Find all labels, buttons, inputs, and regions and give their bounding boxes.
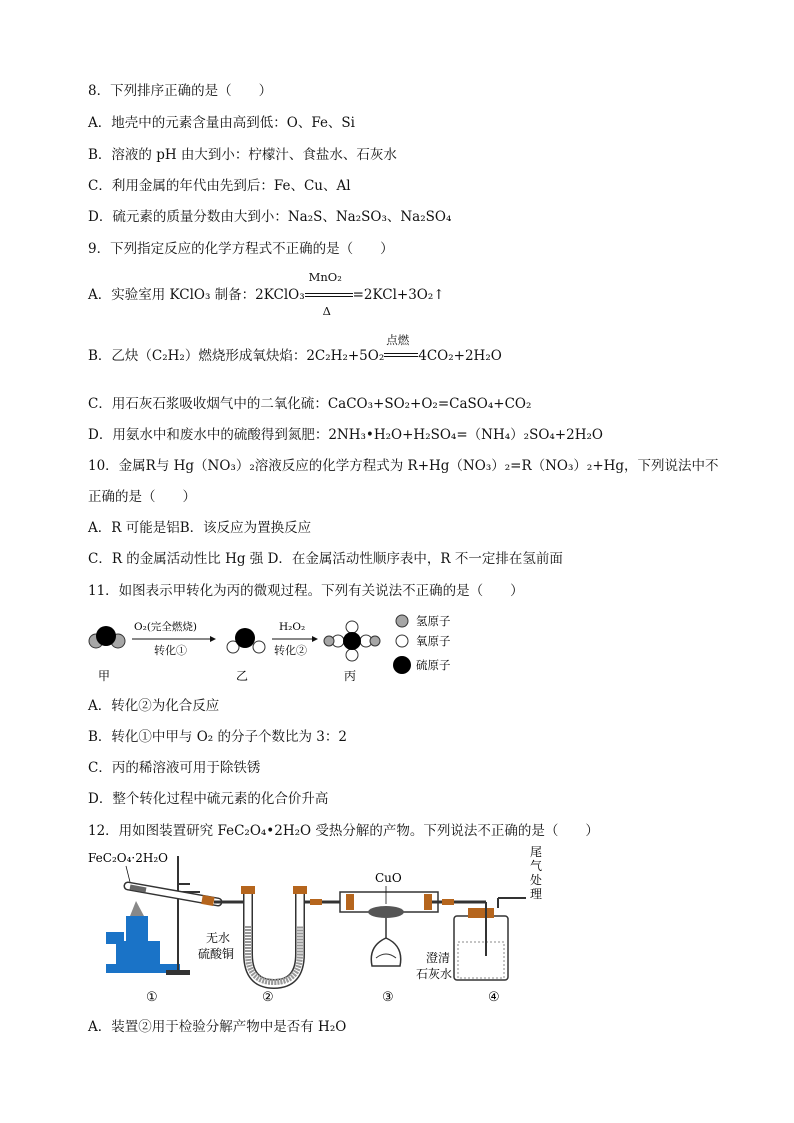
legend-h-label: 氢原子: [416, 614, 451, 628]
q9-heat-symbol: Δ: [322, 304, 331, 318]
legend-s-label: 硫原子: [416, 658, 451, 672]
q11-stem: 11．如图表示甲转化为丙的微观过程。下列有关说法不正确的是（ ）: [88, 583, 524, 599]
legend-o-atom: [396, 635, 408, 647]
limewater-bottle: [454, 898, 526, 980]
label-cuso4-line1: 无水: [206, 931, 231, 945]
molecule-jia: [89, 626, 125, 648]
label-lime-line2: 石灰水: [416, 967, 453, 981]
q8-option-d: D．硫元素的质量分数由大到小：Na₂S、Na₂SO₃、Na₂SO₄: [88, 209, 452, 225]
heating-stand: [106, 856, 200, 975]
label-n1: ①: [146, 990, 158, 1005]
label-cuo: CuO: [375, 871, 402, 885]
q10-options-cd: C．R 的金属活动性比 Hg 强 D．在金属活动性顺序表中，R 不一定排在氢前面: [88, 551, 563, 567]
label-cuso4-line2: 硫酸铜: [198, 947, 235, 961]
q9-catalyst: MnO₂: [308, 270, 342, 284]
q9-option-c: C．用石灰石浆吸收烟气中的二氧化硫：CaCO₃+SO₂+O₂=CaSO₄+CO₂: [88, 396, 532, 412]
label-tail-gas: 尾气处理: [530, 846, 543, 901]
arrow2-top-label: H₂O₂: [279, 621, 306, 633]
q11-option-c: C．丙的稀溶液可用于除铁锈: [88, 760, 261, 776]
label-n2: ②: [262, 990, 274, 1005]
legend-o-label: 氧原子: [416, 634, 451, 648]
legend-s-atom: [393, 656, 411, 674]
molecule-yi: [227, 628, 265, 653]
u-tube: [241, 886, 307, 984]
q8-option-a: A．地壳中的元素含量由高到低：O、Fe、Si: [88, 115, 356, 131]
q12-stem: 12．用如图装置研究 FeC₂O₄•2H₂O 受热分解的产物。下列说法不正确的是（ ）: [88, 823, 599, 839]
q11-option-b: B．转化①中甲与 O₂ 的分子个数比为 3：2: [88, 729, 347, 745]
q12-option-a: A．装置②用于检验分解产物中是否有 H₂O: [88, 1019, 347, 1035]
q10-stem-line2: 正确的是（ ）: [88, 489, 196, 505]
legend-h-atom: [396, 615, 408, 627]
label-reagent: FeC₂O₄·2H₂O: [88, 851, 168, 865]
q9-stem: 9．下列指定反应的化学方程式不正确的是（ ）: [88, 241, 394, 257]
label-yi: 乙: [236, 669, 249, 683]
q8-option-b: B．溶液的 pH 由大到小：柠檬汁、食盐水、石灰水: [88, 147, 397, 163]
arrow1-bottom-label: 转化①: [154, 644, 187, 657]
q10-stem-line1: 10．金属R与 Hg（NO₃）₂溶液反应的化学方程式为 R+Hg（NO₃）₂=R（NO₃）₂+Hg，下列说法中不: [88, 458, 719, 474]
q8-option-c: C．利用金属的年代由先到后：Fe、Cu、Al: [88, 178, 351, 194]
arrow2-bottom-label: 转化②: [274, 644, 307, 657]
alcohol-lamp: [371, 938, 400, 966]
q9-ignite-label: 点燃: [386, 333, 410, 347]
q11-option-a: A．转化②为化合反应: [88, 698, 220, 714]
q8-stem: 8．下列排序正确的是（ ）: [88, 83, 273, 99]
label-n3: ③: [382, 990, 394, 1005]
label-lime-line1: 澄清: [426, 951, 451, 965]
arrow1-top-label: O₂(完全燃烧): [134, 621, 198, 633]
q10-options-ab: A．R 可能是铝B．该反应为置换反应: [88, 520, 312, 536]
label-bing: 丙: [344, 669, 357, 683]
q9-option-b: B．乙炔（C₂H₂）燃烧形成氧炔焰：2C₂H₂+5O₂ 点燃 4CO₂+2H₂O: [88, 333, 502, 364]
q9-option-a: A．实验室用 KClO₃ 制备：2KClO₃ MnO₂ Δ =2KCl+3O₂↑: [88, 270, 445, 318]
q11-option-d: D．整个转化过程中硫元素的化合价升高: [88, 791, 329, 807]
q12-apparatus-diagram: [86, 846, 556, 1008]
molecule-bing: [324, 621, 380, 661]
q11-molecule-diagram: [86, 612, 466, 686]
label-n4: ④: [488, 990, 500, 1005]
label-jia: 甲: [98, 669, 111, 683]
q9-option-d: D．用氨水中和废水中的硫酸得到氮肥：2NH₃•H₂O+H₂SO₄=（NH₄）₂SO₄+2H₂O: [88, 427, 603, 443]
